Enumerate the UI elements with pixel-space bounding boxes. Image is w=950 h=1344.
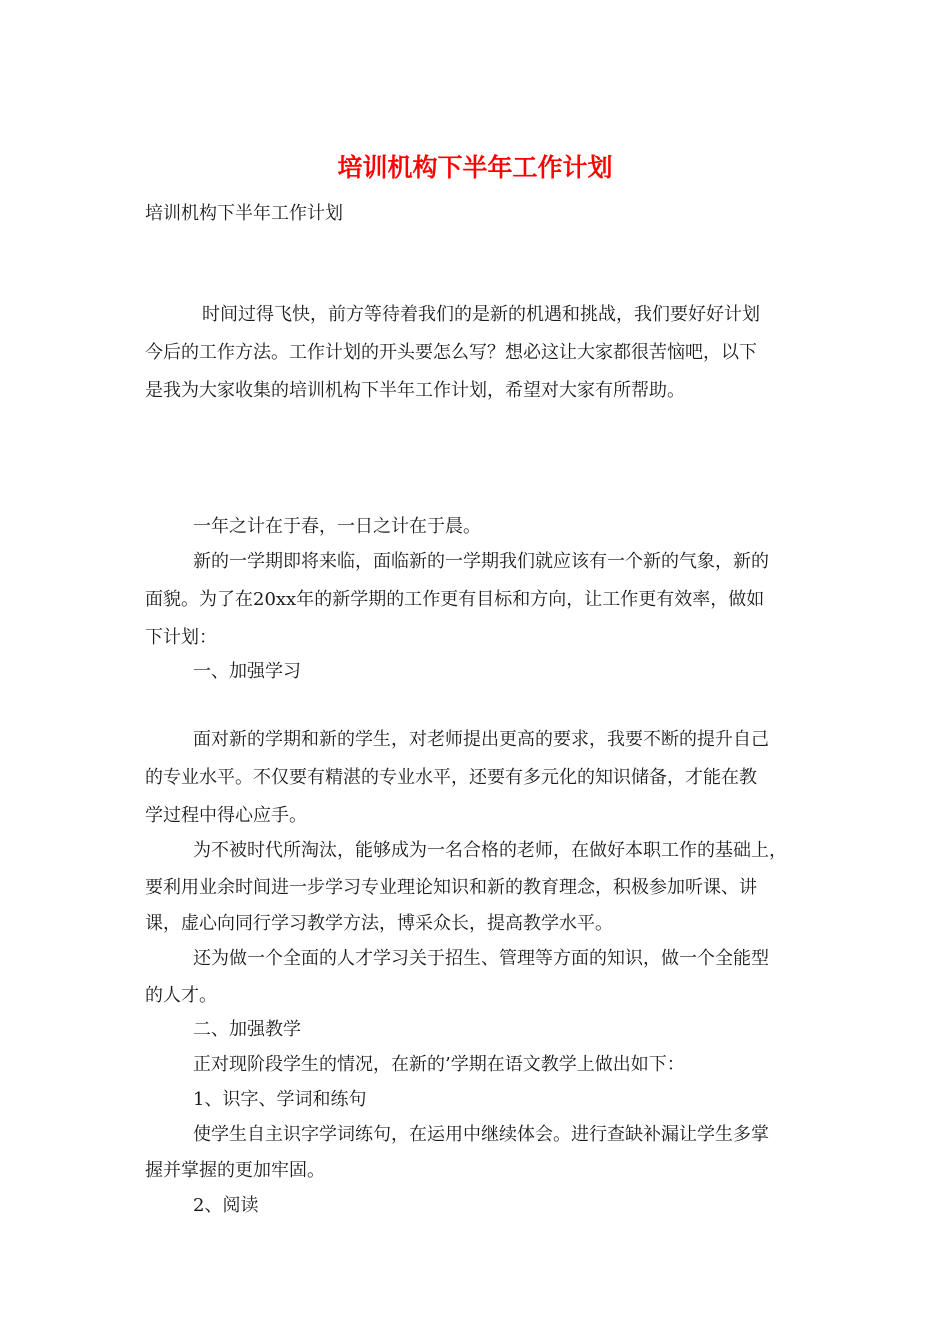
intro-line: 今后的工作方法。工作计划的开头要怎么写？想必这让大家都很苦恼吧，以下 <box>145 342 757 363</box>
paragraph-line: 的人才。 <box>145 985 217 1006</box>
document-title: 培训机构下半年工作计划 <box>337 153 613 182</box>
section-heading: 二、加强教学 <box>193 1019 301 1040</box>
paragraph-line: 一年之计在于春，一日之计在于晨。 <box>193 516 481 537</box>
paragraph-line: 握并掌握的更加牢固。 <box>145 1160 325 1181</box>
subsection-heading: 2、阅读 <box>193 1195 259 1216</box>
subsection-heading: 1、识字、学词和练句 <box>193 1089 367 1110</box>
paragraph-line: 面对新的学期和新的学生，对老师提出更高的要求，我要不断的提升自己 <box>193 729 769 750</box>
paragraph-line: 正对现阶段学生的情况，在新的’学期在语文教学上做出如下： <box>193 1054 685 1075</box>
intro-line: 是我为大家收集的培训机构下半年工作计划，希望对大家有所帮助。 <box>145 380 685 401</box>
paragraph-line: 为不被时代所淘汰，能够成为一名合格的老师，在做好本职工作的基础上， <box>193 840 787 861</box>
paragraph-line: 下计划： <box>145 627 217 648</box>
paragraph-line: 的专业水平。不仅要有精湛的专业水平，还要有多元化的知识储备，才能在教 <box>145 767 757 788</box>
paragraph-line: 课，虚心向同行学习教学方法，博采众长，提高教学水平。 <box>145 913 613 934</box>
paragraph-line: 新的一学期即将来临，面临新的一学期我们就应该有一个新的气象，新的 <box>193 551 769 572</box>
paragraph-line: 还为做一个全面的人才学习关于招生、管理等方面的知识，做一个全能型 <box>193 948 769 969</box>
paragraph-line: 使学生自主识字学词练句，在运用中继续体会。进行查缺补漏让学生多掌 <box>193 1124 769 1145</box>
document-subtitle: 培训机构下半年工作计划 <box>145 203 343 224</box>
paragraph-line: 要利用业余时间进一步学习专业理论知识和新的教育理念，积极参加听课、讲 <box>145 877 757 898</box>
paragraph-line: 面貌。为了在20xx年的新学期的工作更有目标和方向，让工作更有效率，做如 <box>145 589 765 610</box>
paragraph-line: 学过程中得心应手。 <box>145 805 307 826</box>
section-heading: 一、加强学习 <box>193 661 301 682</box>
intro-line: 时间过得飞快，前方等待着我们的是新的机遇和挑战，我们要好好计划 <box>202 304 760 325</box>
